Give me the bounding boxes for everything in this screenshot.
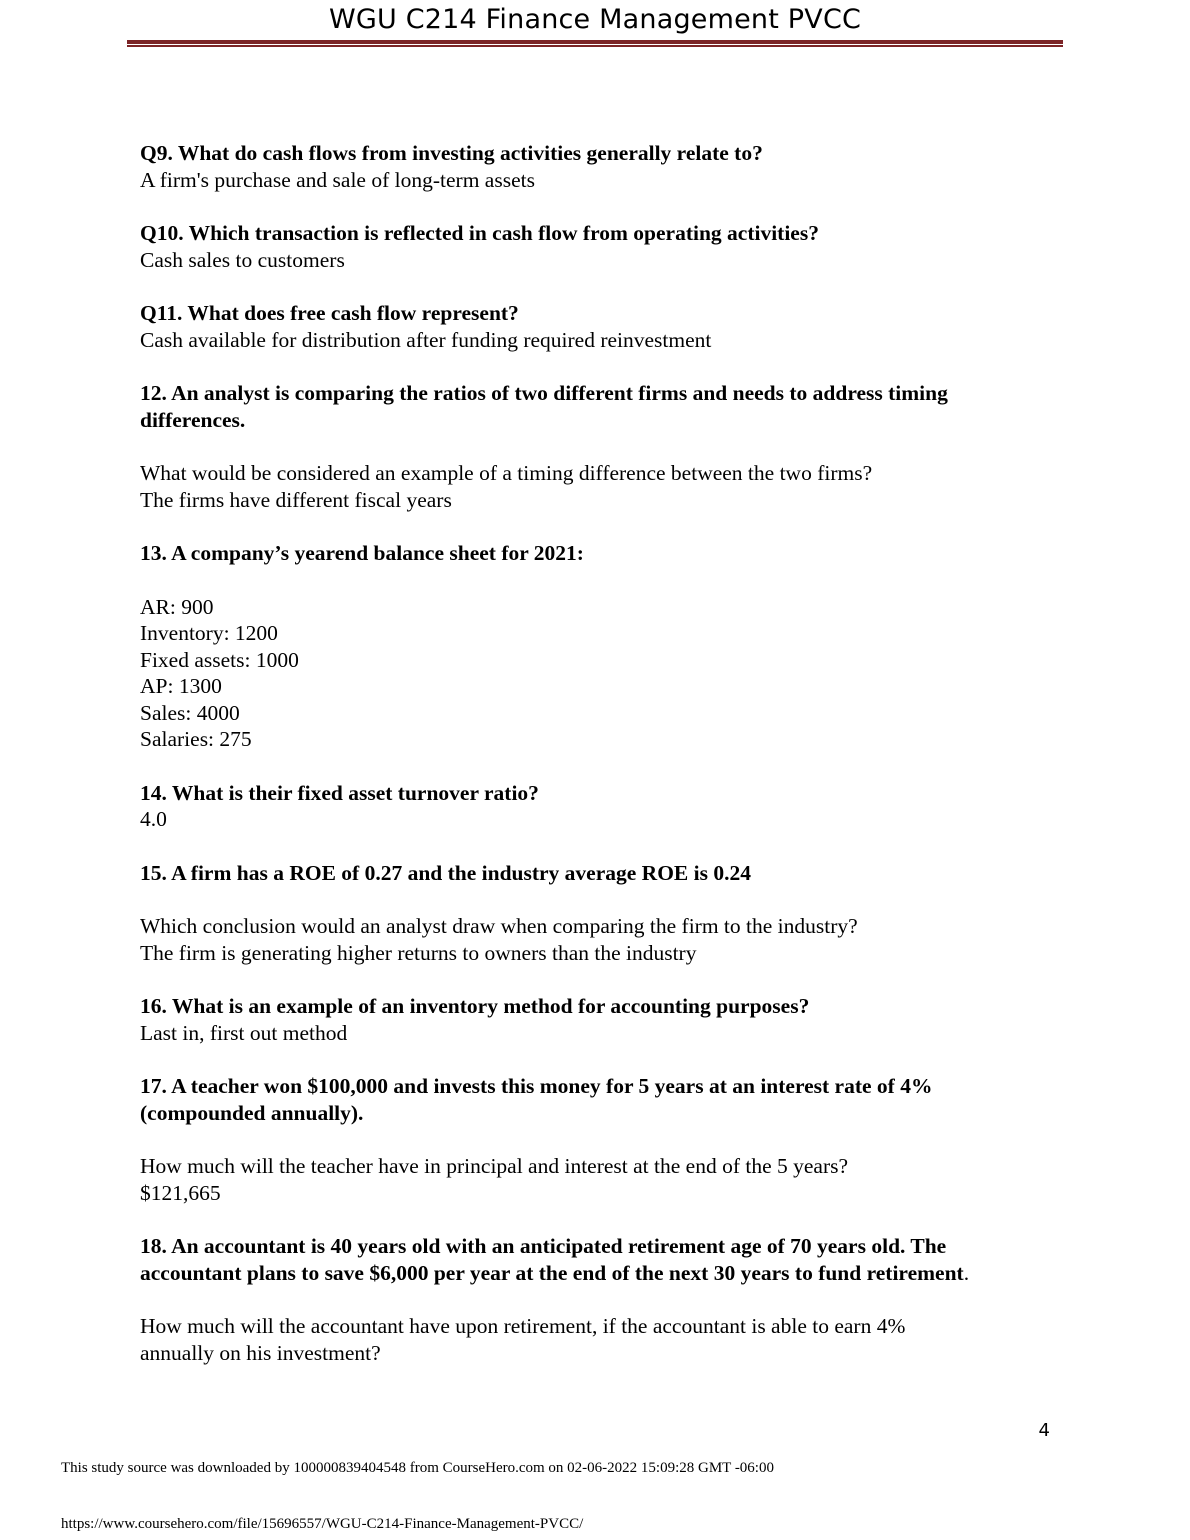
answer-text: The firms have different fiscal years [140,487,452,512]
page-content [140,140,1050,1366]
list-item: Fixed assets: 1000 [140,647,299,672]
question-text: 15. A firm has a ROE of 0.27 and the industry average ROE is 0.24 [140,860,751,885]
question-text-line-1: 12. An analyst is comparing the ratios of two different firms and needs to address timing [140,381,948,405]
prompt-text: How much will the teacher have in principal and interest at the end of the 5 years? [140,1154,849,1178]
question-block-q15 [140,860,1050,967]
header-divider [127,40,1063,47]
list-item: AR: 900 [140,594,214,619]
question-text-line-2-wrapper [140,1260,1050,1287]
answer-text: $121,665 [140,1180,221,1205]
page-number: 4 [1038,1420,1050,1441]
prompt-text: Which conclusion would an analyst draw when comparing the firm to the industry? [140,914,858,938]
answer-text: A firm's purchase and sale of long-term assets [140,167,535,192]
question-block-q17 [140,1073,1050,1206]
question-text: 16. What is an example of an inventory method for accounting purposes? [140,994,810,1018]
question-block-q13 [140,540,1050,753]
question-block-q16 [140,993,1050,1046]
list-item: Sales: 4000 [140,700,240,725]
list-item: Salaries: 275 [140,727,252,751]
question-block-q18 [140,1233,1050,1366]
question-block-q10 [140,220,1050,273]
answer-text: 4.0 [140,807,167,831]
question-text-line-2: differences. [140,407,246,432]
question-text-line-2: accountant plans to save $6,000 per year at the end of the next 30 years to fund retirement [140,1260,964,1285]
question-text: 14. What is their fixed asset turnover ratio? [140,780,539,805]
question-text: Q11. What does free cash flow represent? [140,301,519,325]
answer-text: The firm is generating higher returns to owners than the industry [140,940,697,965]
answer-text: Cash sales to customers [140,247,345,272]
prompt-text-line-1: How much will the accountant have upon retirement, if the accountant is able to earn 4% [140,1314,906,1338]
answer-text: Cash available for distribution after funding required reinvestment [140,327,712,352]
list-item: AP: 1300 [140,674,222,698]
question-block-q14 [140,780,1050,833]
document-header-title: WGU C214 Finance Management PVCC [328,4,862,35]
header-divider-thin [127,45,1063,47]
download-source-notice: This study source was downloaded by 100000839404548 from CourseHero.com on 02-06-2022 15:09:28 GMT -06:00 [61,1460,774,1476]
prompt-text-line-2: annually on his investment? [140,1340,381,1365]
answer-text: Last in, first out method [140,1020,348,1045]
source-url[interactable]: https://www.coursehero.com/file/15696557/WGU-C214-Finance-Management-PVCC/ [61,1516,584,1532]
question-block-q12 [140,380,1050,513]
header-divider-thick [127,40,1063,44]
question-text-line-1: 17. A teacher won $100,000 and invests this money for 5 years at an interest rate of 4% [140,1074,933,1098]
question-text-line-1: 18. An accountant is 40 years old with an anticipated retirement age of 70 years old. The [140,1234,947,1258]
question-text-line-2: (compounded annually). [140,1100,364,1125]
prompt-text: What would be considered an example of a timing difference between the two firms? [140,461,873,485]
question-block-q9 [140,140,1050,193]
question-block-q11 [140,300,1050,353]
question-text: 13. A company’s yearend balance sheet for 2021: [140,541,584,565]
question-text: Q10. Which transaction is reflected in cash flow from operating activities? [140,221,819,245]
list-item: Inventory: 1200 [140,621,278,645]
balance-sheet-list [140,594,1050,753]
question-text-period: . [963,1260,970,1285]
question-text: Q9. What do cash flows from investing activities generally relate to? [140,141,763,165]
